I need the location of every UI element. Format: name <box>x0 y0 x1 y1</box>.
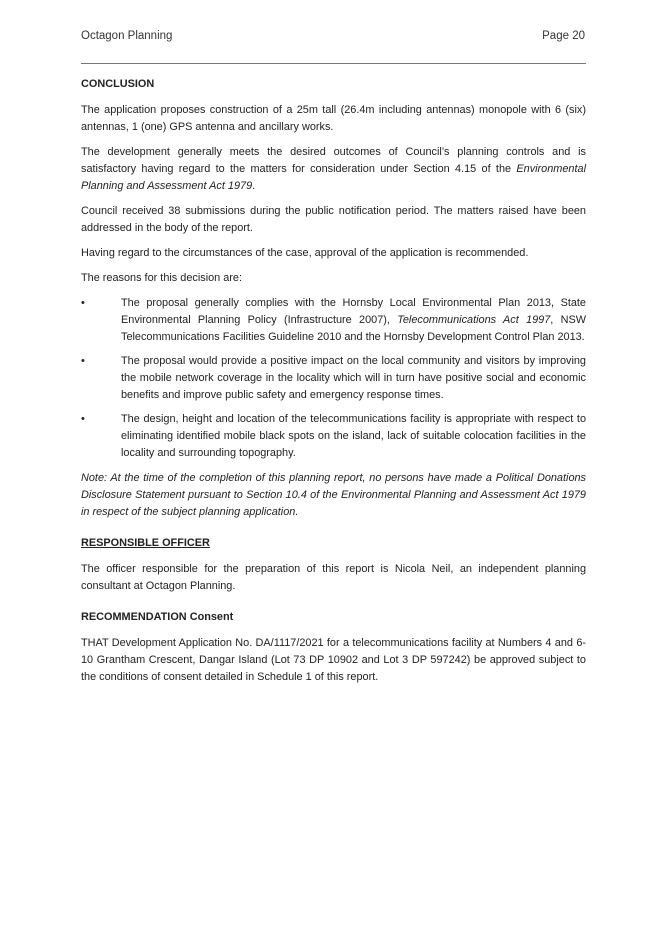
reason-1-text: The proposal generally complies with the Hornsby Local Environmental Plan 2013, State Environmental Planning Policy (Infrastructure 2007), <box>121 297 586 326</box>
conclusion-paragraph-3: Council received 38 submissions during the public notification period. The matters raised have been addressed in the body of the report. <box>81 205 586 234</box>
conclusion-heading: CONCLUSION <box>81 78 155 90</box>
conclusion-paragraph-2 <box>81 144 586 195</box>
report-body <box>81 76 586 694</box>
conclusion-paragraph-2-text: The development generally meets the desired outcomes of Council’s planning controls and is satisfactory having regard to the matters for consideration under Section 4.15 of the <box>81 146 586 175</box>
conclusion-paragraph-1: The application proposes construction of a 25m tall (26.4m including antennas) monopole with 6 (six) antennas, 1 (one) GPS antenna and ancillary works. <box>81 104 586 133</box>
header-page-number: Page 20 <box>542 30 585 42</box>
donations-note: Note: At the time of the completion of this planning report, no persons have made a Political Donations Disclosure Statement pursuant to Section 10.4 of the Environmental Planning and Assessment Act 1979 in respect of the subject planning application. <box>81 472 586 518</box>
act-title-epa: Environmental Planning and Assessment Act 1979 <box>81 163 586 192</box>
reasons-list <box>81 295 586 462</box>
recommendation-text: THAT Development Application No. DA/1117/2021 for a telecommunications facility at Numbers 4 and 6-10 Grantham Crescent, Dangar Island (Lot 73 DP 10902 and Lot 3 DP 597242) be approved subject to the conditions of consent detailed in Schedule 1 of this report. <box>81 637 586 683</box>
act-title-telecom: Telecommunications Act 1997 <box>397 314 551 326</box>
header-divider <box>81 63 586 64</box>
conclusion-paragraph-4: Having regard to the circumstances of the case, approval of the application is recommended. <box>81 247 529 259</box>
bullet-icon: • <box>81 297 85 309</box>
bullet-icon: • <box>81 355 85 367</box>
responsible-officer-text: The officer responsible for the preparation of this report is Nicola Neil, an independent planning consultant at Octagon Planning. <box>81 563 586 592</box>
header-company-name: Octagon Planning <box>81 30 173 42</box>
list-item <box>81 411 586 462</box>
recommendation-heading: RECOMMENDATION Consent <box>81 611 234 623</box>
reason-1-text-end: , NSW Telecommunications Facilities Guideline 2010 and the Hornsby Development Control Plan 2013. <box>121 314 586 343</box>
conclusion-paragraph-5: The reasons for this decision are: <box>81 272 243 284</box>
responsible-officer-heading: RESPONSIBLE OFFICER <box>81 537 210 549</box>
reason-2-text: The proposal would provide a positive impact on the local community and visitors by improving the mobile network coverage in the locality which will in turn have positive social and economic benefits and improve public safety and emergency response times. <box>121 355 586 401</box>
bullet-icon: • <box>81 413 85 425</box>
list-item <box>81 353 586 404</box>
conclusion-paragraph-2-end: . <box>252 180 256 192</box>
reason-3-text: The design, height and location of the telecommunications facility is appropriate with respect to eliminating identified mobile black spots on the island, lack of suitable colocation facilities in the locality and surrounding topography. <box>121 413 586 459</box>
page-header <box>81 30 585 42</box>
list-item <box>81 295 586 346</box>
